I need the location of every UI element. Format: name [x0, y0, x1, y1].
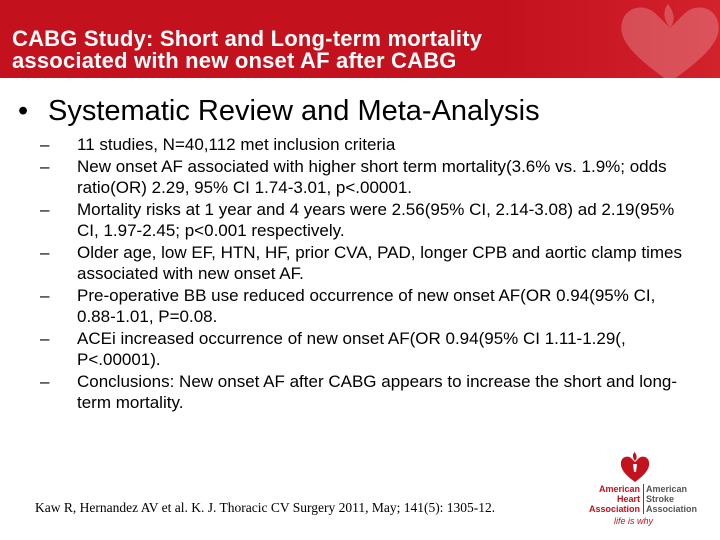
- slide-title-line-2: associated with new onset AF after CABG: [12, 48, 457, 73]
- citation: Kaw R, Hernandez AV et al. K. J. Thoracic CV Surgery 2011, May; 141(5): 1305-12.: [35, 500, 496, 515]
- sub-bullet-text: Conclusions: New onset AF after CABG appears to increase the short and long-term mortality.: [77, 371, 678, 412]
- title-banner: [0, 0, 720, 78]
- aha-line-3: Association: [588, 504, 640, 514]
- dash-marker: –: [40, 371, 50, 391]
- slide-title: [12, 28, 482, 72]
- slide-title-line-1: CABG Study: Short and Long-term mortality: [12, 26, 483, 51]
- aha-line-1: American: [598, 484, 640, 494]
- sub-bullet-text: Mortality risks at 1 year and 4 years were 2.56(95% CI, 2.14-3.08) ad 2.19(95% CI, 1.97-2.45; p<0.001 respectively.: [77, 199, 675, 240]
- dash-marker: –: [40, 156, 50, 176]
- dash-marker: –: [40, 135, 50, 154]
- logo-tagline: life is why: [614, 516, 654, 526]
- sub-bullet-text: New onset AF associated with higher short term mortality(3.6% vs. 1.9%; odds ratio(OR) 2.29, 95% CI 1.74-3.01, p<.00001.: [77, 156, 667, 197]
- bullet-marker: •: [18, 95, 29, 127]
- asa-line-2: Stroke: [646, 494, 675, 504]
- dash-marker: –: [40, 199, 50, 219]
- sub-bullet-item: [40, 371, 695, 414]
- sub-bullet-item: [40, 156, 695, 199]
- sub-bullet-item: [40, 199, 695, 242]
- sub-bullet-text: ACEi increased occurrence of new onset AF(OR 0.94(95% CI 1.11-1.29(, P<.00001).: [77, 328, 626, 369]
- main-bullet: [18, 95, 540, 128]
- main-bullet-text: Systematic Review and Meta-Analysis: [48, 95, 540, 127]
- aha-wordmark: [582, 484, 640, 514]
- sub-bullet-item: [40, 134, 695, 156]
- asa-line-1: American: [646, 484, 688, 494]
- heart-torch-watermark-icon: [610, 0, 720, 78]
- aha-line-2: Heart: [616, 494, 640, 504]
- sub-bullet-item: [40, 242, 695, 285]
- dash-marker: –: [40, 242, 50, 262]
- sub-bullet-text: Pre-operative BB use reduced occurrence of new onset AF(OR 0.94(95% CI, 0.88-1.01, P=0.08.: [77, 285, 656, 326]
- aha-asa-logo: [582, 450, 708, 530]
- sub-bullet-item: [40, 285, 695, 328]
- dash-marker: –: [40, 285, 50, 305]
- logo-divider: [643, 484, 644, 514]
- asa-line-3: Association: [646, 504, 698, 514]
- sub-bullet-text: Older age, low EF, HTN, HF, prior CVA, PAD, longer CPB and aortic clamp times associated with new onset AF.: [77, 242, 682, 283]
- dash-marker: –: [40, 328, 50, 348]
- sub-bullet-text: 11 studies, N=40,112 met inclusion criteria: [77, 135, 396, 154]
- heart-torch-icon: [618, 450, 652, 484]
- asa-wordmark: [646, 484, 708, 514]
- sub-bullet-item: [40, 328, 695, 371]
- sub-bullet-list: [40, 134, 695, 414]
